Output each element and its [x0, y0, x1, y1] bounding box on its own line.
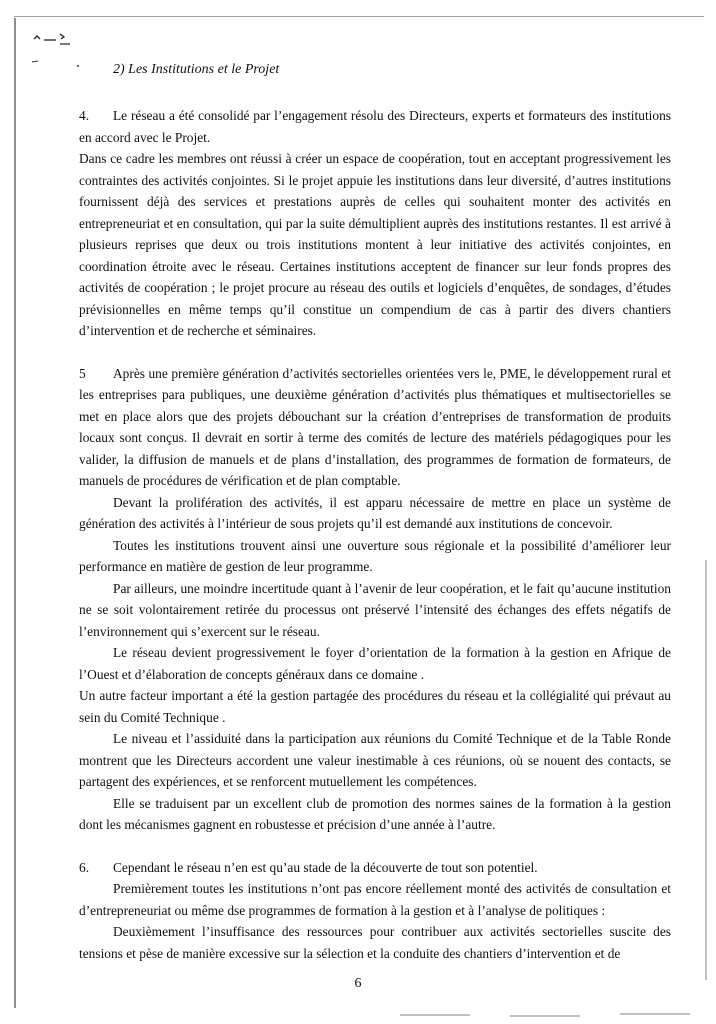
paragraph: Devant la prolifération des activités, il est apparu nécessaire de mettre en place un système de génération des activités à l’intérieur de sous projets qu’il est demandé aux institutions de concevoir.	[79, 494, 671, 531]
paragraph: Elle se traduisent par un excellent club de promotion des normes saines de la formation à la gestion dont les mécanismes gagnent en robustesse et précision d’une année à l’autre.	[79, 795, 671, 832]
paragraph: Premièrement toutes les institutions n’ont pas encore réellement monté des activités de consultation et d’entrepreneuriat ou même dse programmes de formation à la gestion et à l’analyse de politiques :	[79, 881, 671, 918]
paragraph-gap	[79, 836, 671, 857]
paragraph: Le niveau et l’assiduité dans la participation aux réunions du Comité Technique et de la Table Ronde montrent que les Directeurs accordent une valeur inestimable à ces réunions, où se nouent des contacts, se partagent des expériences, et se renforcent mutuellement les compétences.	[79, 731, 671, 789]
paragraph: Par ailleurs, une moindre incertitude quant à l’avenir de leur coopération, et le fait qu’aucune institution ne se soit volontairement retirée du processus ont préservé l’intensité des échanges des effets négatifs de l’environnement qui s’exercent sur le réseau.	[79, 580, 671, 639]
document-body	[79, 105, 671, 964]
section-header: 2) Les Institutions et le Projet	[113, 62, 280, 77]
paragraph: Dans ce cadre les membres ont réussi à créer un espace de coopération, tout en acceptant progressivement les contraintes des activités conjointes. Si le projet appuie les institutions dans leur diversité, d’autres institutions fournissent déjà des services et prestations auprès de celles qui souhaitent monter des activités en entrepreneuriat et en consultation, qui par la suite démultiplient auprès des institutions restantes. Il est arrivé à plusieurs reprises que deux ou trois institutions montent à leur initiative des activités conjointes, en coordination étroite avec le réseau. Certaines institutions acceptent de financer sur leur fonds propres des activités de coopération ; le projet procure au réseau des outils et logiciels d’enquêtes, de sondages, d’études prévisionnelles en même temps qu’il constitue un compendium de cas à partir des divers chantiers d’intervention et de recherche et séminaires.	[79, 151, 671, 338]
paragraph: Toutes les institutions trouvent ainsi une ouverture sous régionale et la possibilité d’améliorer leur performance en matière de gestion de leur programme.	[79, 537, 671, 574]
paragraph-number: 4.	[79, 108, 90, 123]
paragraph-number: 6.	[79, 859, 90, 875]
paragraph-4: 4. Le réseau a été consolidé par l’engagement résolu des Directeurs, experts et formateurs des institutions en accord avec le Projet.	[79, 105, 671, 148]
scan-specks	[30, 28, 90, 78]
paragraph-6: 6. Cependant le réseau n’en est qu’au stade de la découverte de tout son potentiel.	[79, 857, 671, 879]
scan-edge-top	[14, 16, 704, 17]
paragraph: Un autre facteur important a été la gestion partagée des procédures du réseau et la collégialité qui prévaut au sein du Comité Technique .	[79, 688, 671, 725]
paragraph-gap	[79, 342, 671, 363]
scan-edge-right	[705, 560, 707, 980]
scan-footer-specks	[380, 1010, 700, 1020]
paragraph: Le réseau devient progressivement le foyer d’orientation de la formation à la gestion en Afrique de l’Ouest et d’élaboration de concepts généraux dans ce domaine .	[79, 645, 671, 682]
paragraph-5: 5 Après une première génération d’activités sectorielles orientées vers le, PME, le développement rural et les entreprises para publiques, une deuxième génération d’activités plus thématiques et multisectorielles se met en place alors que des projets débouchant sur la création d’entreprises de transformation de produits locaux sont conçus. Il devrait en sortir à terme des comités de lecture des matériels pédagogiques pour les valider, la diffusion de manuels et de plans d’installation, des programmes de formation de formateurs, de manuels de procédures de vérification et de plan comptable.	[79, 363, 671, 492]
paragraph: Deuxièmement l’insuffisance des ressources pour contribuer aux activités sectorielles suscite des tensions et pèse de manière excessive sur la sélection et la conduite des chantiers d’intervention et de	[79, 924, 671, 961]
page-number: 6	[354, 976, 362, 991]
paragraph-number: 5	[79, 365, 86, 381]
scan-edge-left	[14, 18, 16, 1008]
